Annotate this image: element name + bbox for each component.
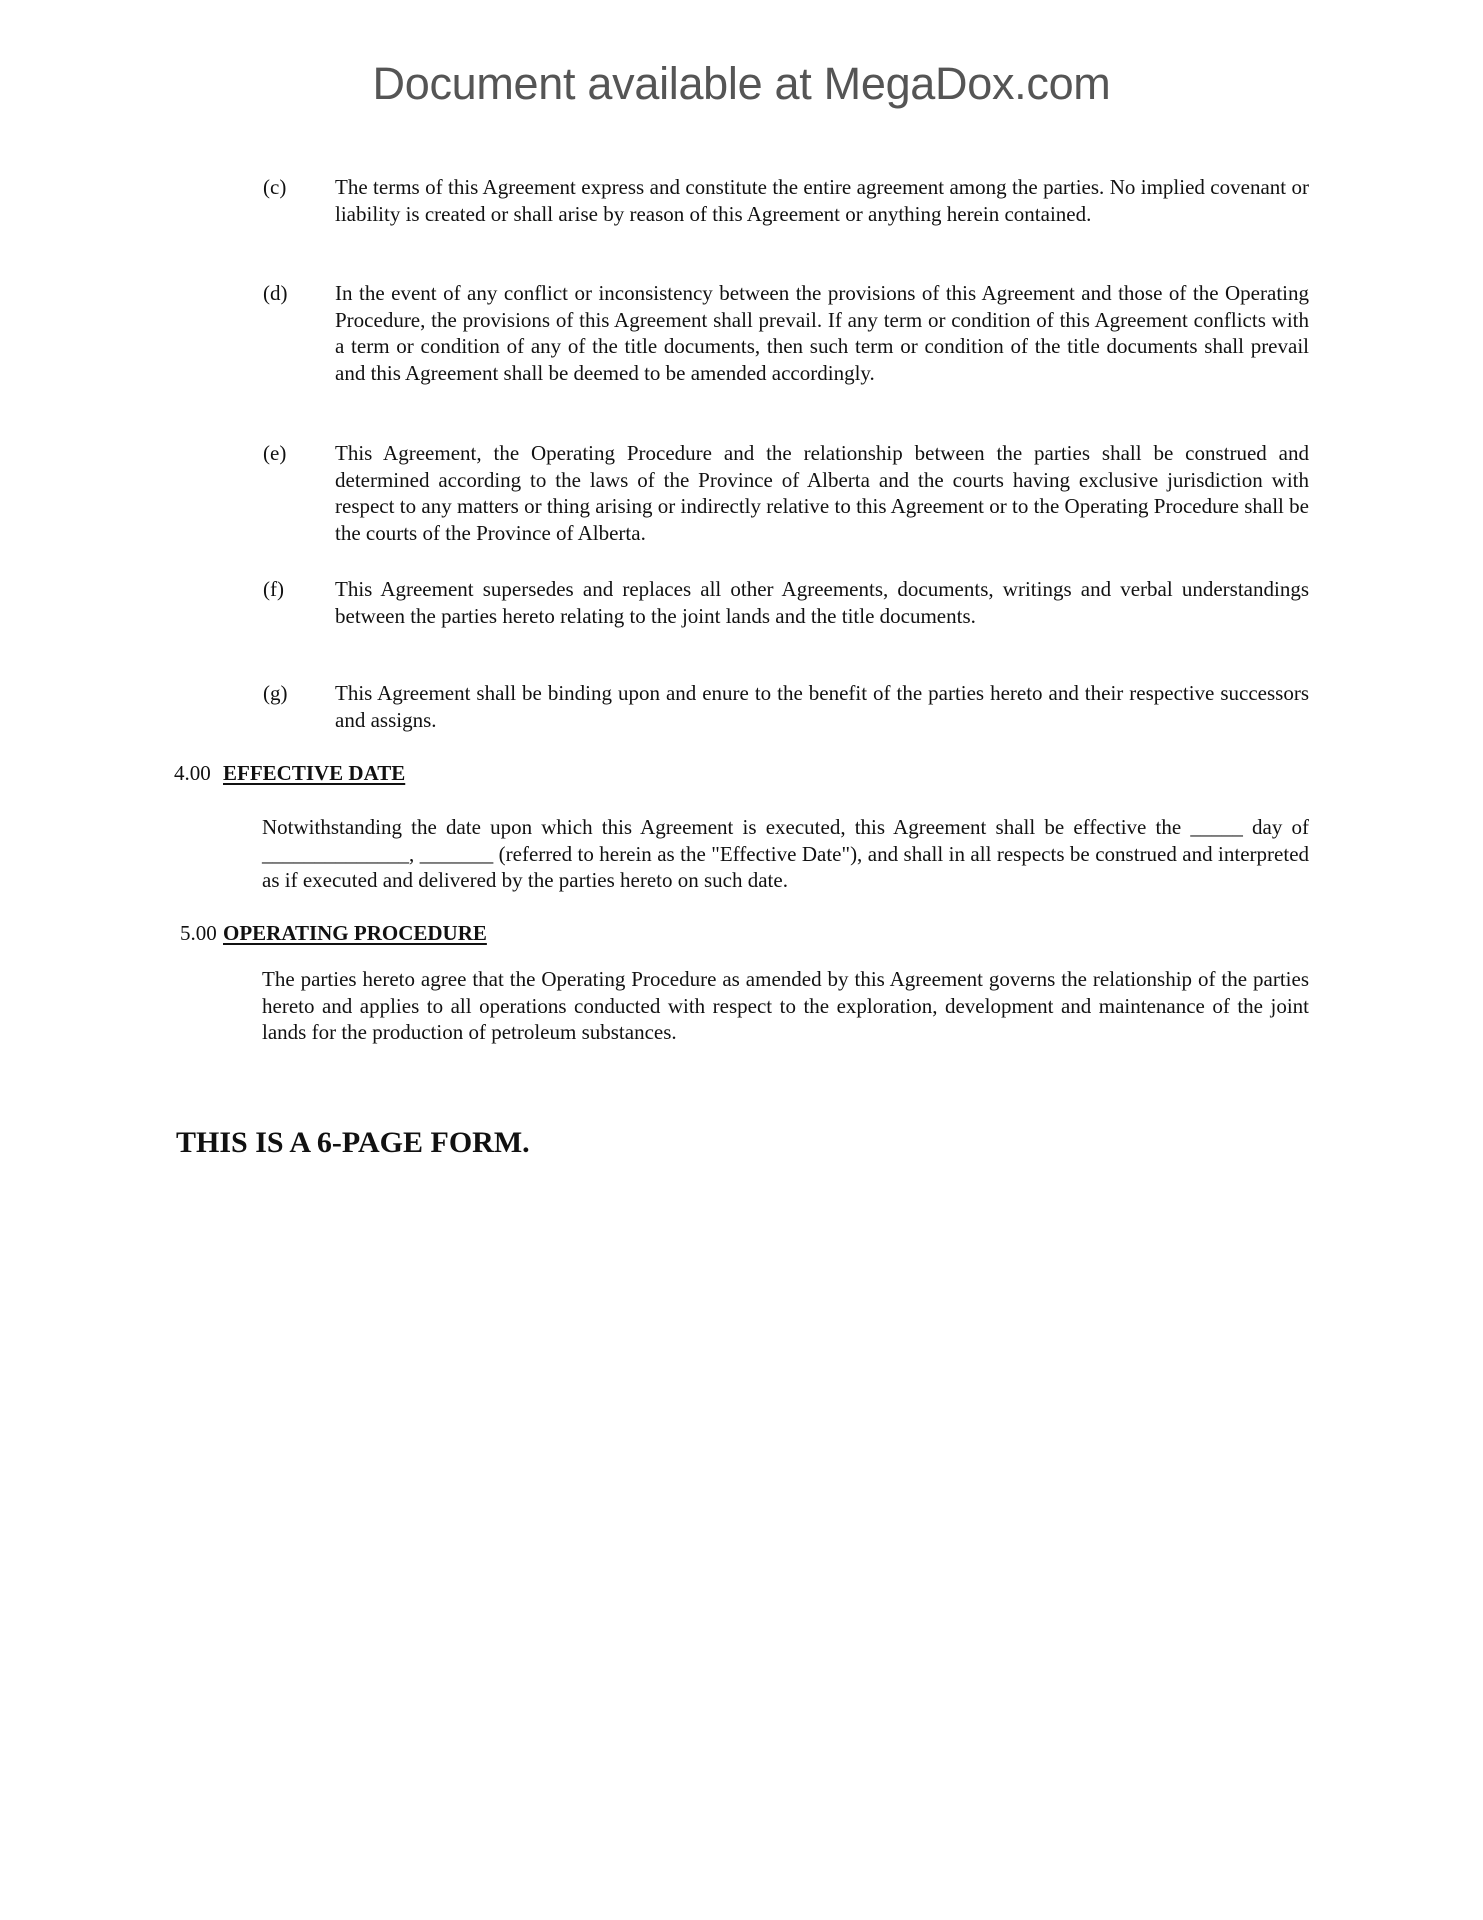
watermark-banner: Document available at MegaDox.com — [372, 58, 1111, 109]
clause-e — [263, 440, 1309, 546]
body-text: , — [409, 841, 415, 866]
clause-d — [263, 280, 1309, 386]
clause-label: (c) — [263, 175, 287, 199]
clause-label: (f) — [263, 577, 284, 601]
clause-label: (e) — [263, 441, 287, 465]
form-length-note: THIS IS A 6-PAGE FORM. — [176, 1126, 530, 1159]
clause-g — [263, 680, 1309, 733]
clause-text: In the event of any conflict or inconsistency between the provisions of this Agreement and those of the Operating Procedure, the provisions of this Agreement shall prevail. If any term or condition of this Agreement conflicts with a term or condition of any of the title documents, then such term or condition of the title documents shall prevail and this Agreement shall be deemed to be amended accordingly. — [335, 281, 1309, 385]
clause-label: (d) — [263, 281, 288, 305]
clause-text: The terms of this Agreement express and constitute the entire agreement among the parties. No implied covenant or liability is created or shall arise by reason of this Agreement or anything herein contained. — [335, 175, 1309, 226]
body-text: (referred to herein as the "Effective Date"), and shall in all respects be construed and interpreted as if executed and delivered by the parties hereto on such date. — [262, 841, 1310, 892]
section-number: 4.00 — [174, 761, 211, 785]
body-text: day of — [1252, 815, 1310, 839]
clause-text: This Agreement, the Operating Procedure and the relationship between the parties shall be construed and determined according to the laws of the Province of Alberta and the courts having exclusive jurisdiction with respect to any matters or thing arising or indirectly relative to this Agreement or to the Operating Procedure shall be the courts of the Province of Alberta. — [335, 441, 1309, 545]
section-body-effective-date — [262, 814, 1309, 894]
section-heading-operating-procedure — [180, 920, 487, 947]
section-title: OPERATING PROCEDURE — [223, 921, 487, 945]
year-blank[interactable]: _______ — [419, 841, 494, 866]
clause-label: (g) — [263, 681, 288, 705]
section-body-operating-procedure: The parties hereto agree that the Operating Procedure as amended by this Agreement governs the relationship of the parties hereto and applies to all operations conducted with respect to the exploration, development and maintenance of the joint lands for the production of petroleum substances. — [262, 967, 1309, 1044]
clause-text: This Agreement supersedes and replaces all other Agreements, documents, writings and verbal understandings between the parties hereto relating to the joint lands and the title documents. — [335, 577, 1309, 628]
month-blank[interactable]: ______________ — [262, 841, 409, 866]
body-text: Notwithstanding the date upon which this Agreement is executed, this Agreement shall be effective the — [262, 815, 1182, 839]
clause-f — [263, 576, 1309, 629]
section-heading-effective-date — [174, 760, 405, 787]
day-blank[interactable]: _____ — [1190, 815, 1243, 839]
section-title: EFFECTIVE DATE — [223, 761, 406, 785]
clause-text: This Agreement shall be binding upon and enure to the benefit of the parties hereto and their respective successors and assigns. — [335, 681, 1309, 732]
section-number: 5.00 — [180, 921, 217, 945]
clause-c — [263, 174, 1309, 227]
